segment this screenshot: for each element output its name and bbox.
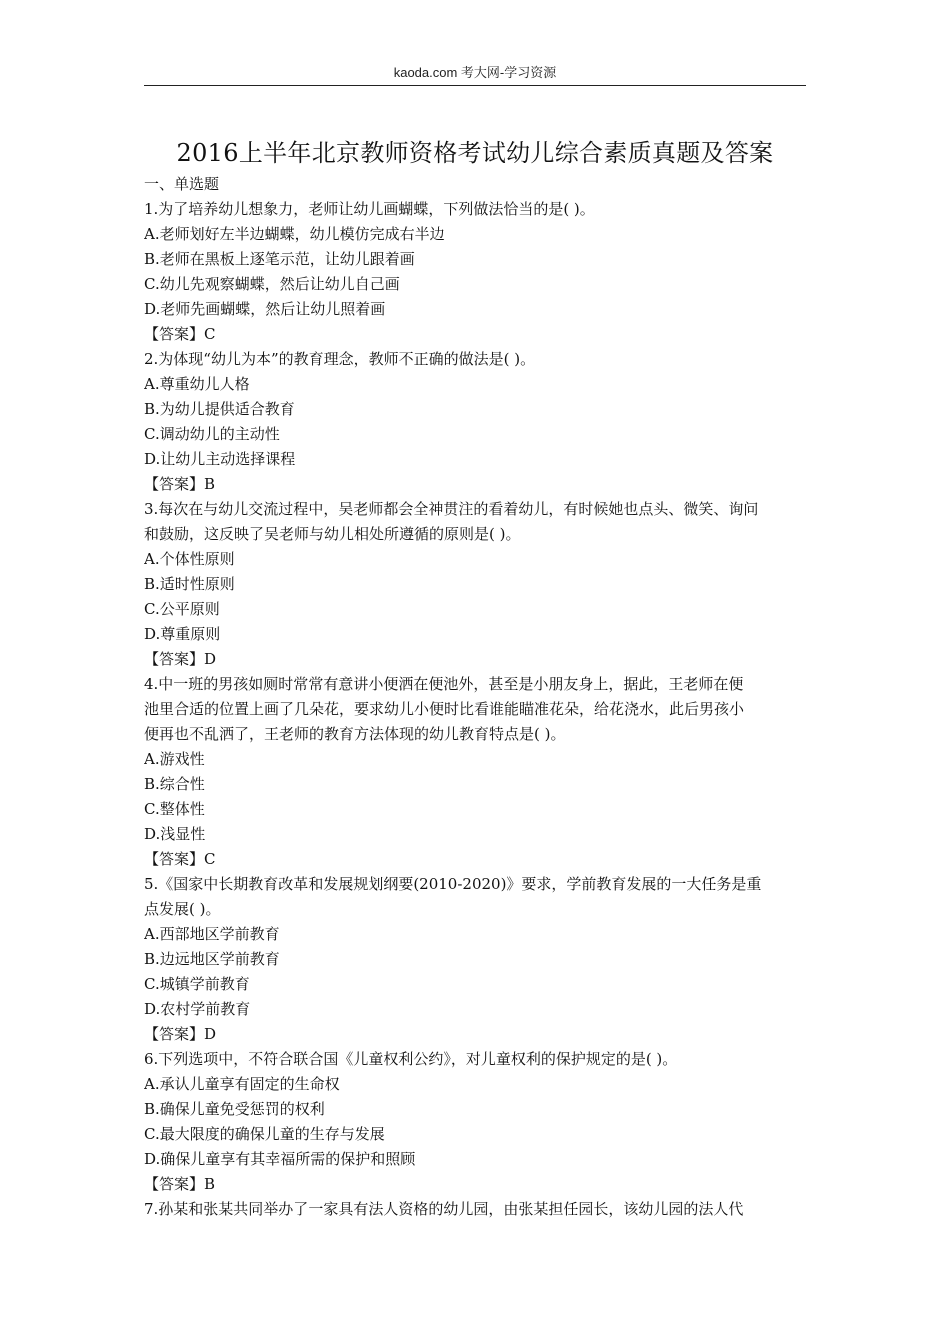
option-a: A.老师划好左半边蝴蝶，幼儿模仿完成右半边 — [144, 225, 445, 243]
option-b: B.为幼儿提供适合教育 — [144, 400, 295, 418]
question-7 — [144, 1197, 808, 1222]
option-b: B.边远地区学前教育 — [144, 950, 280, 968]
option-a: A.尊重幼儿人格 — [144, 375, 250, 393]
question-stem: 2.为体现“幼儿为本”的教育理念，教师不正确的做法是( )。 — [144, 350, 536, 368]
option-d: D.农村学前教育 — [144, 1000, 251, 1018]
option-c: C.最大限度的确保儿童的生存与发展 — [144, 1125, 385, 1143]
option-c: C.调动幼儿的主动性 — [144, 425, 280, 443]
question-stem: 7.孙某和张某共同举办了一家具有法人资格的幼儿园，由张某担任园长，该幼儿园的法人代 — [144, 1200, 744, 1218]
answer: 【答案】B — [144, 475, 216, 493]
question-stem-line: 5.《国家中长期教育改革和发展规划纲要(2010-2020)》要求，学前教育发展的一大任务是重 — [144, 875, 762, 893]
option-b: B.适时性原则 — [144, 575, 235, 593]
question-5 — [144, 872, 808, 1047]
question-1 — [144, 197, 808, 347]
option-d: D.尊重原则 — [144, 625, 221, 643]
question-stem-line: 便再也不乱洒了，王老师的教育方法体现的幼儿教育特点是( )。 — [144, 725, 566, 743]
question-stem: 1.为了培养幼儿想象力，老师让幼儿画蝴蝶，下列做法恰当的是( )。 — [144, 200, 595, 218]
question-stem: 6.下列选项中，不符合联合国《儿童权利公约》，对儿童权利的保护规定的是( )。 — [144, 1050, 678, 1068]
option-c: C.幼儿先观察蝴蝶，然后让幼儿自己画 — [144, 275, 400, 293]
answer: 【答案】D — [144, 1025, 217, 1043]
option-c: C.城镇学前教育 — [144, 975, 250, 993]
question-stem-line: 和鼓励，这反映了吴老师与幼儿相处所遵循的原则是( )。 — [144, 525, 521, 543]
option-a: A.承认儿童享有固定的生命权 — [144, 1075, 340, 1093]
document-title: 2016上半年北京教师资格考试幼儿综合素质真题及答案 — [176, 139, 774, 167]
option-a: A.游戏性 — [144, 750, 205, 768]
question-3 — [144, 497, 808, 672]
option-d: D.老师先画蝴蝶，然后让幼儿照着画 — [144, 300, 386, 318]
answer: 【答案】C — [144, 850, 216, 868]
question-stem-line: 3.每次在与幼儿交流过程中，吴老师都会全神贯注的看着幼儿，有时候她也点头、微笑、询问 — [144, 500, 759, 518]
question-stem-line: 池里合适的位置上画了几朵花，要求幼儿小便时比看谁能瞄准花朵，给花浇水，此后男孩小 — [144, 700, 745, 718]
answer: 【答案】B — [144, 1175, 216, 1193]
option-b: B.老师在黑板上逐笔示范，让幼儿跟着画 — [144, 250, 415, 268]
option-c: C.整体性 — [144, 800, 205, 818]
option-a: A.个体性原则 — [144, 550, 235, 568]
option-d: D.让幼儿主动选择课程 — [144, 450, 296, 468]
document-body — [144, 172, 808, 1222]
option-d: D.浅显性 — [144, 825, 206, 843]
header-divider — [144, 85, 806, 86]
question-stem-line: 4.中一班的男孩如厕时常常有意讲小便洒在便池外，甚至是小朋友身上，据此，王老师在便 — [144, 675, 744, 693]
section-heading: 一、单选题 — [144, 175, 220, 193]
answer: 【答案】C — [144, 325, 216, 343]
option-a: A.西部地区学前教育 — [144, 925, 280, 943]
page-header: kaoda.com 考大网-学习资源 — [393, 65, 557, 80]
question-2 — [144, 347, 808, 497]
question-6 — [144, 1047, 808, 1197]
option-d: D.确保儿童享有其幸福所需的保护和照顾 — [144, 1150, 416, 1168]
option-b: B.确保儿童免受惩罚的权利 — [144, 1100, 325, 1118]
answer: 【答案】D — [144, 650, 217, 668]
option-c: C.公平原则 — [144, 600, 220, 618]
option-b: B.综合性 — [144, 775, 205, 793]
question-4 — [144, 672, 808, 872]
question-stem-line: 点发展( )。 — [144, 900, 221, 918]
